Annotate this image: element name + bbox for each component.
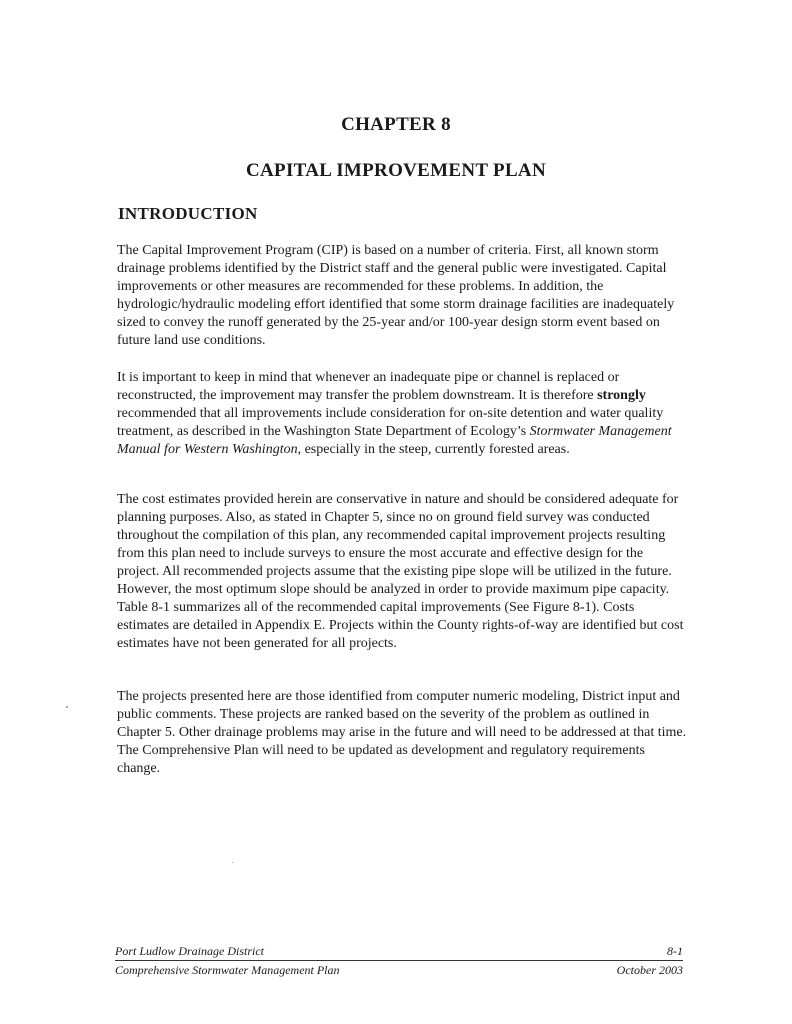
paragraph-4-text: The projects presented here are those identified from computer numeric modeling, District input and public comments. These projects are ranked based on the severity of the problem as outlined in Chapter 5. Other drainage problems may arise in the future and will need to be addressed at that time. The Comprehensive Plan will need to be updated as development and regulatory requirements change. xyxy=(117,689,687,776)
footer-row-2 xyxy=(115,962,683,978)
manual-title: Stormwater Management Manual for Western Washington xyxy=(117,424,672,457)
footer-district: Port Ludlow Drainage District xyxy=(115,944,265,958)
footer-row-1 xyxy=(115,943,683,959)
paragraph-1 xyxy=(117,242,687,350)
paragraph-3 xyxy=(117,491,687,653)
paragraph-2-text xyxy=(117,369,687,459)
page-footer xyxy=(115,943,683,978)
section-heading-introduction: INTRODUCTION xyxy=(118,204,258,223)
paragraph-2-part-b: recommended that all improvements include consideration for on-site detention and water quality treatment, as described in the Washington State Department of Ecology’s xyxy=(117,406,664,439)
footer-date: October 2003 xyxy=(616,963,683,977)
paragraph-1-text: The Capital Improvement Program (CIP) is based on a number of criteria. First, all known storm drainage problems identified by the District staff and the general public were investigated. Capital improvements or other measures are recommended for these problems. In addition, the hydrologic/hydraulic modeling effort identified that some storm drainage facilities are inadequately sized to convey the runoff generated by the 25-year and/or 100-year design storm event based on future land use conditions. xyxy=(117,243,675,348)
page-title: CAPITAL IMPROVEMENT PLAN xyxy=(246,160,546,181)
paragraph-3-text: The cost estimates provided herein are conservative in nature and should be considered adequate for planning purposes. Also, as stated in Chapter 5, since no on ground field survey was conducted throughout the compilation of this plan, any recommended capital improvement projects resulting from this plan need to include surveys to ensure the most accurate and effective design for the project. All recommended projects assume that the existing pipe slope will be utilized in the future. However, the most optimum slope should be analyzed in order to provide maximum pipe capacity. Table 8-1 summarizes all of the recommended capital improvements (See Figure 8-1). Costs estimates are detailed in Appendix E. Projects within the County rights-of-way are identified but cost estimates have not been generated for all projects. xyxy=(117,492,684,651)
paragraph-2 xyxy=(117,369,687,459)
footer-rule xyxy=(115,960,683,961)
footer-document-title: Comprehensive Stormwater Management Plan xyxy=(115,963,340,977)
scan-speck xyxy=(232,862,233,863)
chapter-heading: CHAPTER 8 xyxy=(341,114,451,135)
paragraph-4 xyxy=(117,688,687,778)
footer-page-number: 8-1 xyxy=(667,944,683,958)
paragraph-2-part-c: , especially in the steep, currently forested areas. xyxy=(297,442,570,457)
paragraph-2-strong: strongly xyxy=(597,388,646,403)
paragraph-2-part-a: It is important to keep in mind that whenever an inadequate pipe or channel is replaced or reconstructed, the improvement may transfer the problem downstream. It is therefore xyxy=(117,370,620,403)
scan-speck xyxy=(66,706,68,708)
